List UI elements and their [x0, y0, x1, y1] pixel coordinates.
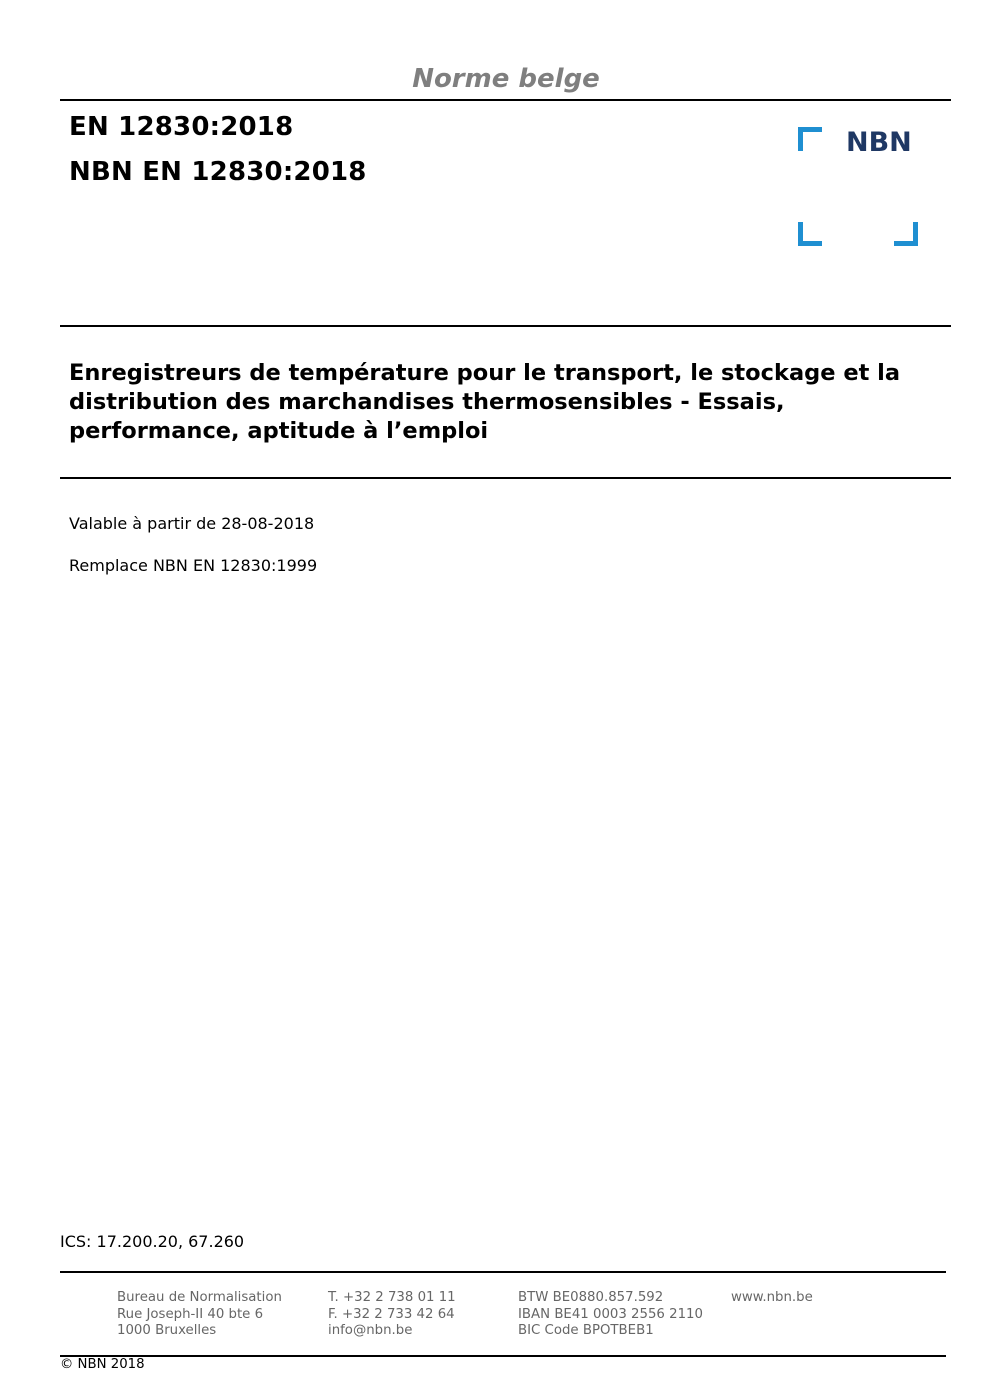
- footer-vat: BTW BE0880.857.592: [518, 1290, 664, 1305]
- footer-iban: IBAN BE41 0003 2556 2110: [518, 1306, 703, 1322]
- footer-bank: [518, 1290, 703, 1340]
- title-line: distribution des marchandises thermosensibles - Essais,: [69, 389, 785, 415]
- title-bottom-divider: [60, 477, 951, 479]
- replaces: Remplace NBN EN 12830:1999: [69, 556, 318, 575]
- footer-contact: [328, 1290, 456, 1340]
- valid-from: Valable à partir de 28-08-2018: [69, 514, 315, 533]
- top-divider: [60, 99, 951, 101]
- footer-website-link[interactable]: www.nbn.be: [731, 1290, 813, 1305]
- footer-fax: F. +32 2 733 42 64: [328, 1306, 455, 1322]
- header-label: Norme belge: [412, 64, 600, 94]
- standard-code-en: EN 12830:2018: [69, 112, 294, 142]
- footer-address-line: Rue Joseph-II 40 bte 6: [117, 1306, 264, 1322]
- nbn-logo: [797, 126, 921, 248]
- standard-code-nbn: NBN EN 12830:2018: [69, 157, 367, 187]
- footer-web: [731, 1290, 813, 1307]
- ics-codes: ICS: 17.200.20, 67.260: [60, 1232, 245, 1251]
- logo-text: NBN: [846, 127, 912, 158]
- footer-address-line: 1000 Bruxelles: [117, 1323, 217, 1338]
- footer-address: [117, 1290, 282, 1340]
- document-title: [69, 359, 939, 446]
- footer-phone: T. +32 2 738 01 11: [328, 1290, 456, 1305]
- footer-email[interactable]: info@nbn.be: [328, 1323, 413, 1338]
- footer-bic: BIC Code BPOTBEB1: [518, 1323, 654, 1338]
- footer-address-line: Bureau de Normalisation: [117, 1290, 282, 1305]
- footer-bottom-divider: [60, 1355, 946, 1357]
- copyright: © NBN 2018: [60, 1357, 145, 1372]
- title-top-divider: [60, 325, 951, 327]
- title-line: performance, aptitude à l’emploi: [69, 418, 489, 444]
- title-line: Enregistreurs de température pour le transport, le stockage et la: [69, 360, 901, 386]
- footer-top-divider: [60, 1271, 946, 1273]
